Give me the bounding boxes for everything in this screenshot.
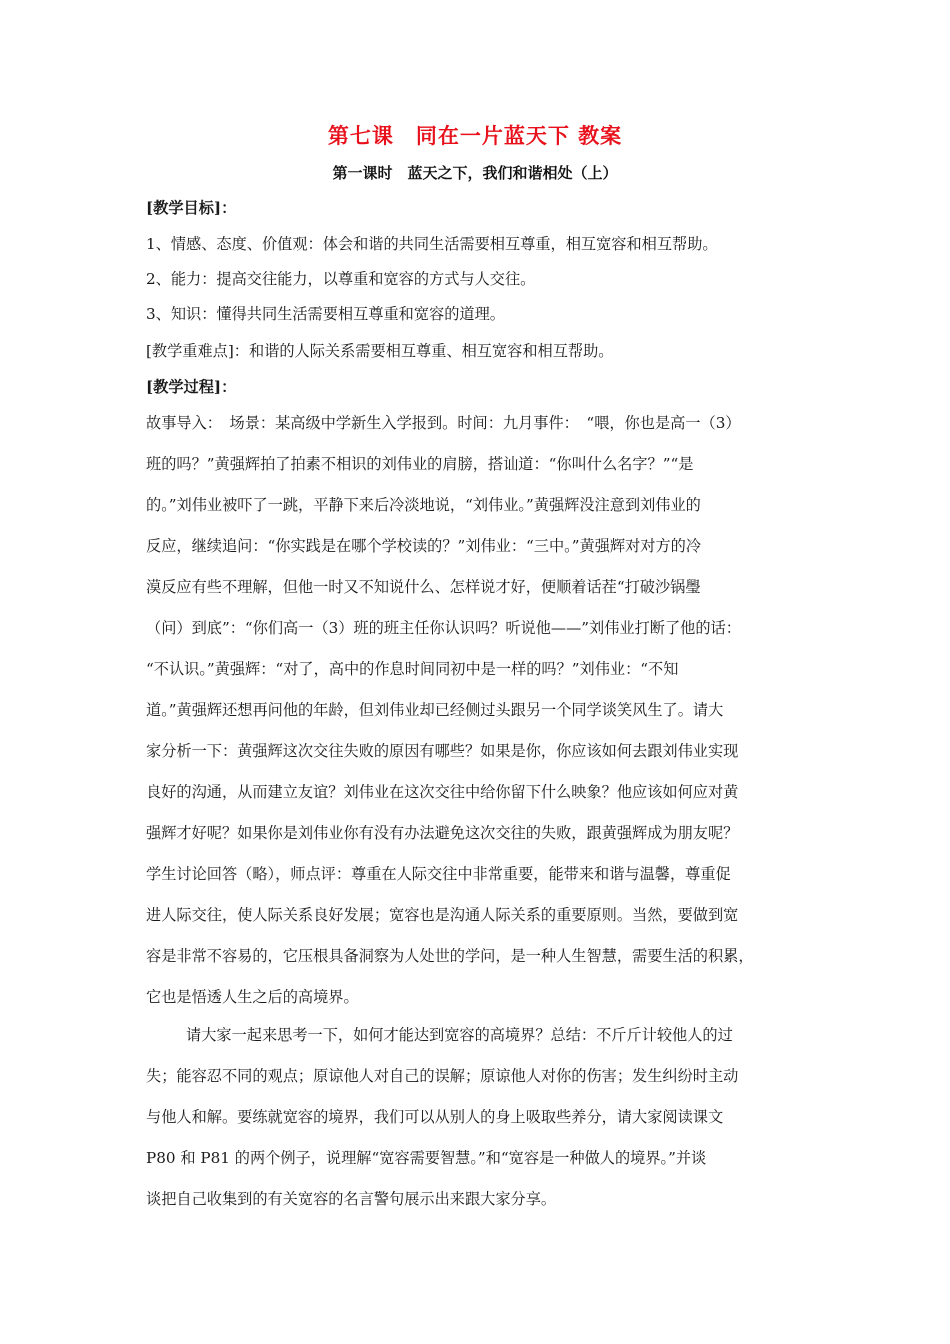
story-line: 容是非常不容易的，它压根具备洞察为人处世的学问，是一种人生智慧，需要生活的积累， xyxy=(146,947,754,965)
closing-line: 谈把自己收集到的有关宽容的名言警句展示出来跟大家分享。 xyxy=(146,1190,557,1208)
story-line: （问）到底”：“你们高一（3）班的班主任你认识吗？听说他——”刘伟业打断了他的话： xyxy=(146,619,741,637)
story-line: 漠反应有些不理解，但他一时又不知说什么、怎样说才好，便顺着话茬“打破沙锅璺 xyxy=(146,578,701,596)
document-title: 第七课 同在一片蓝天下 教案 xyxy=(327,123,623,148)
story-line: 它也是悟透人生之后的高境界。 xyxy=(146,988,359,1006)
goals-heading: [教学目标]： xyxy=(146,199,237,217)
key-points: [教学重难点]：和谐的人际关系需要相互尊重、相互宽容和相互帮助。 xyxy=(146,342,614,360)
story-line: 班的吗？”黄强辉拍了拍素不相识的刘伟业的肩膀，搭讪道：“你叫什么名字？”“是 xyxy=(146,455,694,473)
document-subtitle: 第一课时 蓝天之下，我们和谐相处（上） xyxy=(332,164,618,182)
story-line: 强辉才好呢？如果你是刘伟业你有没有办法避免这次交往的失败，跟黄强辉成为朋友呢？ xyxy=(146,824,739,842)
goal-item: 2、能力：提高交往能力，以尊重和宽容的方式与人交往。 xyxy=(146,270,536,288)
story-line: 学生讨论回答（略），师点评：尊重在人际交往中非常重要，能带来和谐与温馨，尊重促 xyxy=(146,865,731,883)
story-line: 良好的沟通，从而建立友谊？刘伟业在这次交往中给你留下什么映象？他应该如何应对黄 xyxy=(146,783,739,801)
closing-line: 请大家一起来思考一下，如何才能达到宽容的高境界？总结：不斤斤计较他人的过 xyxy=(186,1026,733,1044)
story-line: 家分析一下：黄强辉这次交往失败的原因有哪些？如果是你，你应该如何去跟刘伟业实现 xyxy=(146,742,739,760)
story-line: 故事导入： 场景：某高级中学新生入学报到。时间：九月事件： “喂，你也是高一（3） xyxy=(146,414,741,432)
closing-line: 失；能容忍不同的观点；原谅他人对自己的误解；原谅他人对你的伤害；发生纠纷时主动 xyxy=(146,1067,739,1085)
goal-item: 3、知识：懂得共同生活需要相互尊重和宽容的道理。 xyxy=(146,305,505,323)
story-line: “不认识。”黄强辉：“对了，高中的作息时间同初中是一样的吗？”刘伟业：“不知 xyxy=(146,660,679,678)
closing-line: P80 和 P81 的两个例子，说理解“宽容需要智慧。”和“宽容是一种做人的境界。”并谈 xyxy=(146,1149,707,1167)
closing-line: 与他人和解。要练就宽容的境界，我们可以从别人的身上吸取些养分，请大家阅读课文 xyxy=(146,1108,724,1126)
goal-item: 1、情感、态度、价值观：体会和谐的共同生活需要相互尊重，相互宽容和相互帮助。 xyxy=(146,235,718,253)
story-line: 反应，继续追问：“你实践是在哪个学校读的？”刘伟业：“三中。”黄强辉对对方的冷 xyxy=(146,537,702,555)
story-line: 的。”刘伟业被吓了一跳，平静下来后冷淡地说，“刘伟业。”黄强辉没注意到刘伟业的 xyxy=(146,496,701,514)
story-line: 进人际交往，使人际关系良好发展；宽容也是沟通人际关系的重要原则。当然，要做到宽 xyxy=(146,906,739,924)
story-line: 道。”黄强辉还想再问他的年龄，但刘伟业却已经侧过头跟另一个同学谈笑风生了。请大 xyxy=(146,701,724,719)
process-heading: [教学过程]： xyxy=(146,378,237,396)
